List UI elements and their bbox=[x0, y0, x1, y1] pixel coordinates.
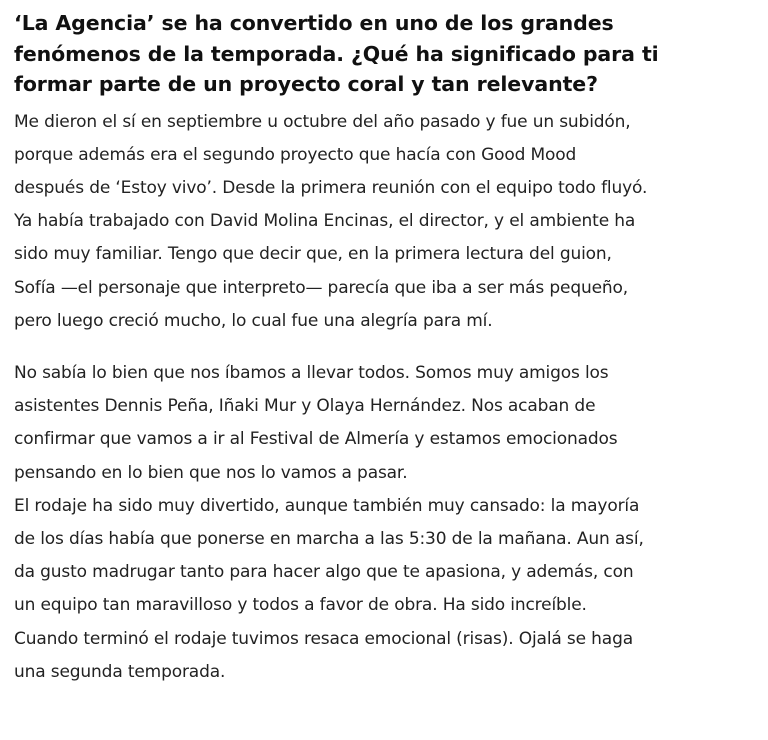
paragraph-line: sido muy familiar. Tengo que decir que, en la primera lectura del guion, bbox=[14, 244, 612, 265]
paragraph-line: Me dieron el sí en septiembre u octubre del año pasado y fue un subidón, bbox=[14, 111, 631, 132]
answer-paragraph-2 bbox=[14, 357, 754, 689]
paragraph-line: Cuando terminó el rodaje tuvimos resaca emocional (risas). Ojalá se haga bbox=[14, 628, 633, 649]
paragraph-line: una segunda temporada. bbox=[14, 661, 226, 682]
paragraph-line: después de ‘Estoy vivo’. Desde la primera reunión con el equipo todo fluyó. bbox=[14, 177, 648, 198]
interview-question bbox=[14, 8, 754, 100]
paragraph-line: porque además era el segundo proyecto que hacía con Good Mood bbox=[14, 144, 577, 165]
paragraph-line: un equipo tan maravilloso y todos a favor de obra. Ha sido increíble. bbox=[14, 595, 587, 616]
paragraph-line: confirmar que vamos a ir al Festival de Almería y estamos emocionados bbox=[14, 429, 618, 450]
question-line: fenómenos de la temporada. ¿Qué ha significado para ti bbox=[14, 41, 659, 66]
paragraph-line: pero luego creció mucho, lo cual fue una alegría para mí. bbox=[14, 310, 493, 331]
paragraph-line: da gusto madrugar tanto para hacer algo que te apasiona, y además, con bbox=[14, 562, 634, 583]
answer-paragraph-1 bbox=[14, 106, 754, 338]
paragraph-line: pensando en lo bien que nos lo vamos a pasar. bbox=[14, 462, 408, 483]
question-line: formar parte de un proyecto coral y tan relevante? bbox=[14, 72, 598, 96]
paragraph-line: Ya había trabajado con David Molina Encinas, el director, y el ambiente ha bbox=[14, 211, 636, 232]
paragraph-line: No sabía lo bien que nos íbamos a llevar todos. Somos muy amigos los bbox=[14, 362, 609, 383]
paragraph-line: de los días había que ponerse en marcha a las 5:30 de la mañana. Aun así, bbox=[14, 528, 644, 549]
paragraph-line: Sofía —el personaje que interpreto— parecía que iba a ser más pequeño, bbox=[14, 277, 629, 298]
question-line: ‘La Agencia’ se ha convertido en uno de los grandes bbox=[14, 11, 614, 35]
paragraph-line: El rodaje ha sido muy divertido, aunque también muy cansado: la mayoría bbox=[14, 495, 640, 516]
paragraph-line: asistentes Dennis Peña, Iñaki Mur y Olaya Hernández. Nos acaban de bbox=[14, 396, 596, 417]
